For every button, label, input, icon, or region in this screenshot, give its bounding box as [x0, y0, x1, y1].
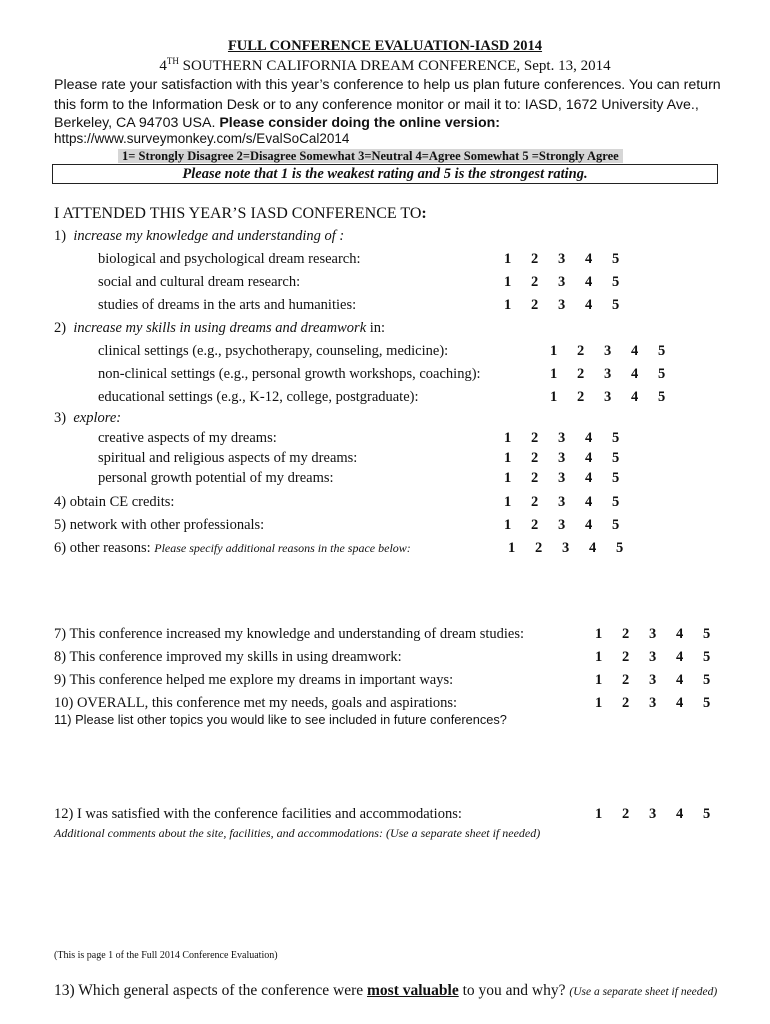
rating-option-3[interactable]: 3	[649, 806, 657, 822]
rating-option-2[interactable]: 2	[622, 626, 630, 642]
rating-option-5[interactable]: 5	[703, 649, 711, 665]
intro-line-2: this form to the Information Desk or to any conference monitor or mail it to: IASD, 1672 University Ave.,	[54, 97, 699, 113]
question-5: 5) network with other professionals:	[54, 517, 265, 533]
rating-option-2[interactable]: 2	[535, 540, 543, 556]
question-3	[54, 410, 121, 427]
rating-option-5[interactable]: 5	[703, 695, 711, 711]
question-9: 9) This conference helped me explore my dreams in important ways:	[54, 672, 454, 688]
q5-rating[interactable]	[504, 517, 634, 535]
rating-option-4[interactable]: 4	[676, 626, 684, 642]
rating-option-3[interactable]: 3	[604, 366, 612, 382]
q3c-label: personal growth potential of my dreams:	[98, 470, 334, 486]
rating-option-4[interactable]: 4	[631, 343, 639, 359]
q4-rating[interactable]	[504, 494, 634, 512]
rating-option-4[interactable]: 4	[585, 430, 593, 446]
rating-option-3[interactable]: 3	[558, 470, 566, 486]
question-1-number: 1)	[54, 228, 67, 244]
online-version-prompt: Please consider doing the online version:	[219, 115, 501, 131]
q2c-label: educational settings (e.g., K-12, college, postgraduate):	[98, 389, 419, 405]
rating-option-1[interactable]: 1	[504, 494, 512, 510]
rating-option-5[interactable]: 5	[612, 297, 620, 313]
rating-option-2[interactable]: 2	[531, 470, 539, 486]
q3a-rating[interactable]	[504, 430, 634, 448]
rating-option-1[interactable]: 1	[595, 672, 603, 688]
q2b-rating[interactable]	[550, 366, 680, 384]
question-13-after: to you and why?	[458, 982, 570, 999]
q12-rating[interactable]	[595, 806, 725, 824]
rating-option-1[interactable]: 1	[504, 251, 512, 267]
rating-option-4[interactable]: 4	[585, 470, 593, 486]
q3b-label: spiritual and religious aspects of my dreams:	[98, 450, 358, 466]
q3b-rating[interactable]	[504, 450, 634, 468]
q6-rating[interactable]	[508, 540, 638, 558]
question-1	[54, 228, 344, 245]
rating-option-5[interactable]: 5	[703, 806, 711, 822]
subtitle-ordinal: TH	[166, 56, 179, 66]
q1b-label: social and cultural dream research:	[98, 274, 301, 290]
rating-option-4[interactable]: 4	[585, 274, 593, 290]
rating-option-3[interactable]: 3	[562, 540, 570, 556]
rating-option-5[interactable]: 5	[703, 626, 711, 642]
question-6-text: 6) other reasons:	[54, 540, 155, 556]
rating-option-4[interactable]: 4	[676, 672, 684, 688]
q7-rating[interactable]	[595, 626, 725, 644]
rating-note-box: Please note that 1 is the weakest rating and 5 is the strongest rating.	[52, 164, 718, 184]
intro-line-1: Please rate your satisfaction with this year’s conference to help us plan future conferences. You can return	[54, 77, 721, 93]
section-heading-text: I ATTENDED THIS YEAR’S IASD CONFERENCE TO	[54, 205, 422, 222]
rating-option-3[interactable]: 3	[649, 626, 657, 642]
question-7: 7) This conference increased my knowledge and understanding of dream studies:	[54, 626, 525, 642]
rating-option-4[interactable]: 4	[585, 494, 593, 510]
rating-option-2[interactable]: 2	[577, 366, 585, 382]
rating-option-5[interactable]: 5	[612, 494, 620, 510]
rating-option-1[interactable]: 1	[595, 695, 603, 711]
rating-option-3[interactable]: 3	[558, 494, 566, 510]
question-13	[54, 982, 717, 1000]
rating-option-1[interactable]: 1	[504, 274, 512, 290]
rating-option-1[interactable]: 1	[550, 389, 558, 405]
intro-address: Berkeley, CA 94703 USA.	[54, 115, 220, 131]
question-6-hint: Please specify additional reasons in the space below:	[154, 541, 411, 555]
rating-option-5[interactable]: 5	[612, 517, 620, 533]
subtitle-text: SOUTHERN CALIFORNIA DREAM CONFERENCE, Sept. 13, 2014	[178, 58, 611, 74]
rating-option-3[interactable]: 3	[558, 517, 566, 533]
rating-option-1[interactable]: 1	[550, 366, 558, 382]
question-13-before: 13) Which general aspects of the conference were	[54, 982, 367, 999]
rating-option-2[interactable]: 2	[531, 450, 539, 466]
question-13-emphasis: most valuable	[367, 982, 459, 999]
rating-option-1[interactable]: 1	[595, 649, 603, 665]
subtitle-number: 4	[159, 58, 167, 74]
rating-option-2[interactable]: 2	[577, 389, 585, 405]
rating-option-2[interactable]: 2	[531, 517, 539, 533]
question-3-label: explore:	[73, 410, 122, 426]
rating-scale-legend: 1= Strongly Disagree 2=Disagree Somewhat 3=Neutral 4=Agree Somewhat 5 =Strongly Agree	[118, 149, 623, 163]
page-note: (This is page 1 of the Full 2014 Conference Evaluation)	[54, 950, 278, 961]
rating-option-2[interactable]: 2	[531, 274, 539, 290]
section-heading-colon: :	[421, 205, 427, 222]
q1c-rating[interactable]	[504, 297, 634, 315]
rating-option-1[interactable]: 1	[595, 626, 603, 642]
rating-option-1[interactable]: 1	[504, 470, 512, 486]
rating-option-5[interactable]: 5	[612, 470, 620, 486]
rating-option-3[interactable]: 3	[558, 430, 566, 446]
q2a-label: clinical settings (e.g., psychotherapy, counseling, medicine):	[98, 343, 449, 359]
q1a-label: biological and psychological dream research:	[98, 251, 361, 267]
rating-option-3[interactable]: 3	[604, 343, 612, 359]
rating-option-3[interactable]: 3	[558, 251, 566, 267]
rating-option-4[interactable]: 4	[676, 695, 684, 711]
question-11: 11) Please list other topics you would like to see included in future conferences?	[54, 712, 507, 727]
rating-option-2[interactable]: 2	[531, 430, 539, 446]
question-1-label: increase my knowledge and understanding of :	[73, 228, 345, 244]
rating-option-4[interactable]: 4	[585, 517, 593, 533]
rating-option-3[interactable]: 3	[649, 649, 657, 665]
rating-option-4[interactable]: 4	[676, 649, 684, 665]
rating-option-1[interactable]: 1	[504, 430, 512, 446]
rating-option-2[interactable]: 2	[622, 806, 630, 822]
question-13-hint: (Use a separate sheet if needed)	[569, 986, 718, 998]
rating-option-3[interactable]: 3	[558, 450, 566, 466]
rating-option-5[interactable]: 5	[658, 366, 666, 382]
q8-rating[interactable]	[595, 649, 725, 667]
question-8: 8) This conference improved my skills in using dreamwork:	[54, 649, 402, 665]
rating-option-5[interactable]: 5	[612, 430, 620, 446]
rating-option-1[interactable]: 1	[504, 297, 512, 313]
q1b-rating[interactable]	[504, 274, 634, 292]
rating-option-5[interactable]: 5	[612, 450, 620, 466]
rating-option-4[interactable]: 4	[585, 297, 593, 313]
rating-option-1[interactable]: 1	[504, 450, 512, 466]
rating-option-4[interactable]: 4	[585, 450, 593, 466]
question-4: 4) obtain CE credits:	[54, 494, 175, 510]
q2b-label: non-clinical settings (e.g., personal growth workshops, coaching):	[98, 366, 481, 382]
q2a-rating[interactable]	[550, 343, 680, 361]
question-2-number: 2)	[54, 320, 67, 336]
q3c-rating[interactable]	[504, 470, 634, 488]
question-6	[54, 540, 411, 557]
question-12: 12) I was satisfied with the conference facilities and accommodations:	[54, 806, 462, 822]
rating-option-3[interactable]: 3	[558, 297, 566, 313]
rating-option-5[interactable]: 5	[612, 251, 620, 267]
question-10: 10) OVERALL, this conference met my needs, goals and aspirations:	[54, 695, 458, 711]
question-2	[54, 320, 385, 337]
rating-option-5[interactable]: 5	[612, 274, 620, 290]
rating-option-4[interactable]: 4	[585, 251, 593, 267]
q2c-rating[interactable]	[550, 389, 680, 407]
section-heading	[54, 205, 427, 223]
rating-option-2[interactable]: 2	[622, 695, 630, 711]
q3a-label: creative aspects of my dreams:	[98, 430, 277, 446]
survey-url[interactable]: https://www.surveymonkey.com/s/EvalSoCal2014	[54, 131, 350, 146]
rating-option-2[interactable]: 2	[577, 343, 585, 359]
question-12-comment: Additional comments about the site, facilities, and accommodations: (Use a separate sheet if needed)	[54, 826, 541, 840]
form-title: FULL CONFERENCE EVALUATION-IASD 2014	[227, 38, 543, 54]
rating-option-3[interactable]: 3	[649, 695, 657, 711]
rating-option-5[interactable]: 5	[703, 672, 711, 688]
question-3-number: 3)	[54, 410, 67, 426]
rating-option-4[interactable]: 4	[631, 389, 639, 405]
rating-option-5[interactable]: 5	[658, 389, 666, 405]
conference-subtitle	[0, 56, 770, 75]
rating-option-1[interactable]: 1	[550, 343, 558, 359]
rating-option-5[interactable]: 5	[616, 540, 624, 556]
rating-option-3[interactable]: 3	[558, 274, 566, 290]
rating-option-4[interactable]: 4	[631, 366, 639, 382]
rating-option-3[interactable]: 3	[649, 672, 657, 688]
rating-option-3[interactable]: 3	[604, 389, 612, 405]
rating-option-1[interactable]: 1	[504, 517, 512, 533]
q1a-rating[interactable]	[504, 251, 634, 269]
rating-option-5[interactable]: 5	[658, 343, 666, 359]
rating-option-2[interactable]: 2	[531, 251, 539, 267]
q10-rating[interactable]	[595, 695, 725, 713]
rating-option-1[interactable]: 1	[508, 540, 516, 556]
question-2-label: increase my skills in using dreams and dreamwork	[73, 320, 367, 336]
rating-option-2[interactable]: 2	[622, 649, 630, 665]
rating-option-4[interactable]: 4	[676, 806, 684, 822]
rating-option-1[interactable]: 1	[595, 806, 603, 822]
rating-option-2[interactable]: 2	[622, 672, 630, 688]
rating-option-2[interactable]: 2	[531, 297, 539, 313]
q1c-label: studies of dreams in the arts and humanities:	[98, 297, 357, 313]
rating-option-2[interactable]: 2	[531, 494, 539, 510]
rating-option-4[interactable]: 4	[589, 540, 597, 556]
q9-rating[interactable]	[595, 672, 725, 690]
question-2-suffix: in:	[366, 320, 386, 336]
